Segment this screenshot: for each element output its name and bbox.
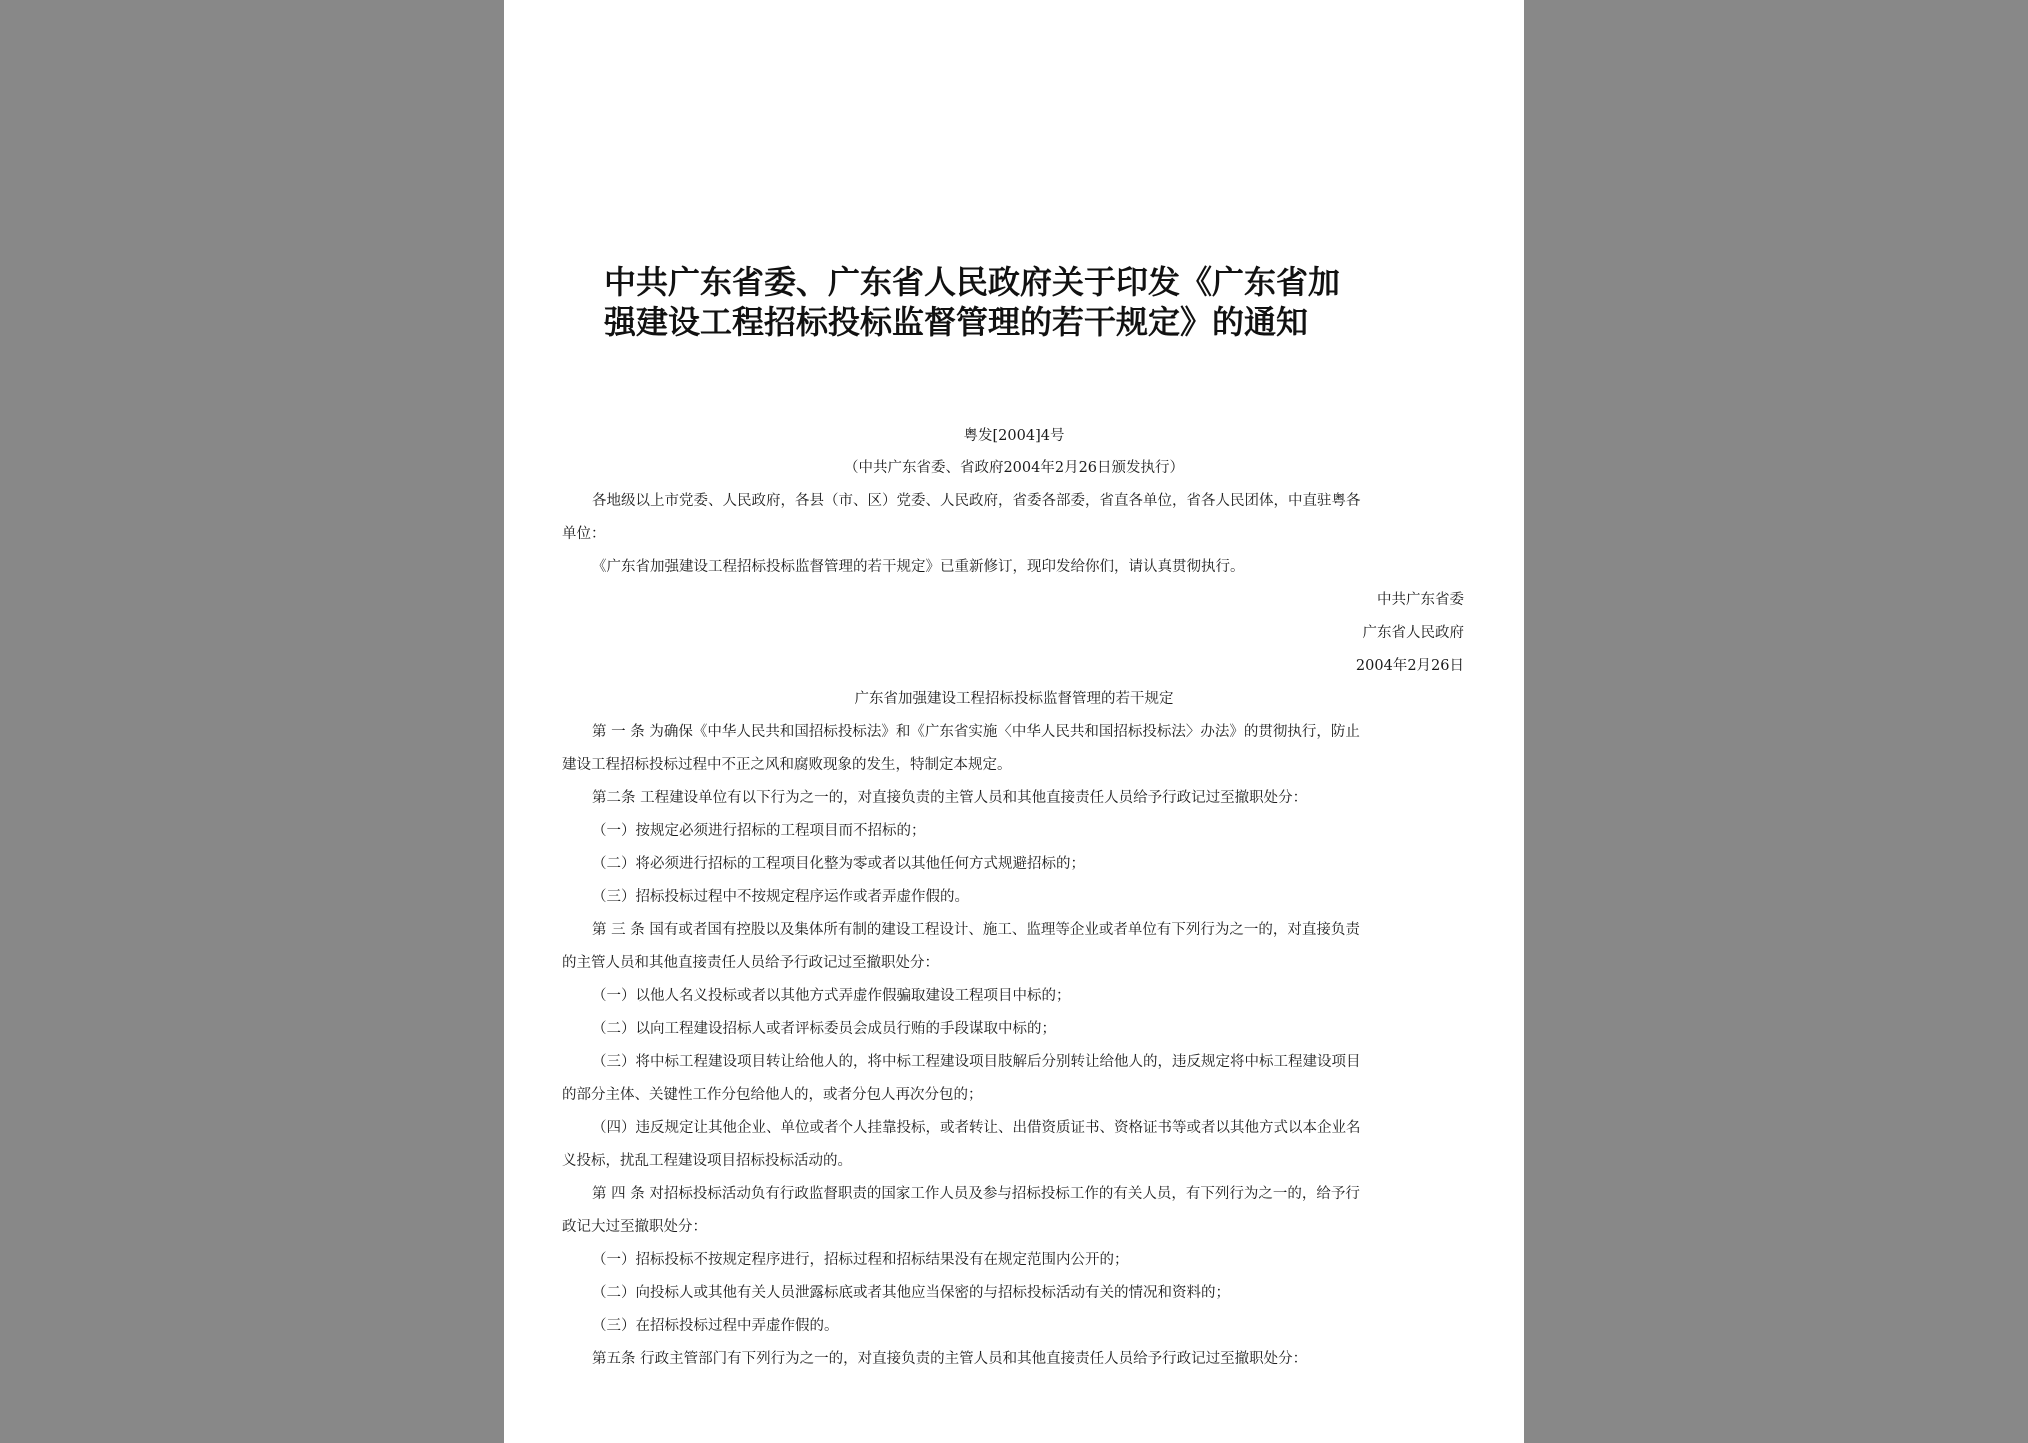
article-item: 的部分主体、关键性工作分包给他人的，或者分包人再次分包的；	[562, 1087, 983, 1103]
article-line: 第 四 条 对招标投标活动负有行政监督职责的国家工作人员及参与招标投标工作的有关人员，有下列行为之一的，给予行	[592, 1186, 1360, 1202]
document-page	[504, 0, 1524, 1443]
document-title	[604, 262, 1444, 342]
regulation-title: 广东省加强建设工程招标投标监督管理的若干规定	[854, 691, 1174, 707]
signer: 广东省人民政府	[1362, 625, 1464, 641]
article-item: （三）将中标工程建设项目转让给他人的，将中标工程建设项目肢解后分别转让给他人的，违反规定将中标工程建设项目	[592, 1054, 1361, 1070]
addressee-line: 各地级以上市党委、人民政府，各县（市、区）党委、人民政府，省委各部委，省直各单位，省各人民团体，中直驻粤各	[592, 493, 1361, 509]
title-line: 强建设工程招标投标监督管理的若干规定》的通知	[604, 303, 1309, 341]
article-item: （三）招标投标过程中不按规定程序运作或者弄虚作假的。	[592, 889, 969, 905]
article-item: （一）以他人名义投标或者以其他方式弄虚作假骗取建设工程项目中标的；	[592, 988, 1071, 1004]
article-item: （二）向投标人或其他有关人员泄露标底或者其他应当保密的与招标投标活动有关的情况和资料的；	[592, 1285, 1230, 1301]
article-line: 的主管人员和其他直接责任人员给予行政记过至撤职处分：	[562, 955, 939, 971]
article-line: 第二条 工程建设单位有以下行为之一的，对直接负责的主管人员和其他直接责任人员给予行政记过至撤职处分：	[592, 790, 1308, 806]
article-line: 建设工程招标投标过程中不正之风和腐败现象的发生，特制定本规定。	[562, 757, 1012, 773]
issued-note: （中共广东省委、省政府2004年2月26日颁发执行）	[843, 460, 1185, 476]
issue-date: 2004年2月26日	[1355, 658, 1464, 674]
article-item: （三）在招标投标过程中弄虚作假的。	[592, 1318, 839, 1334]
article-item: （二）将必须进行招标的工程项目化整为零或者以其他任何方式规避招标的；	[592, 856, 1085, 872]
article-item: 义投标，扰乱工程建设项目招标投标活动的。	[562, 1153, 852, 1169]
article-line: 第 一 条 为确保《中华人民共和国招标投标法》和《广东省实施〈中华人民共和国招标投标法〉办法》的贯彻执行，防止	[592, 724, 1360, 740]
article-item: （一）按规定必须进行招标的工程项目而不招标的；	[592, 823, 926, 839]
intro-paragraph: 《广东省加强建设工程招标投标监督管理的若干规定》已重新修订，现印发给你们，请认真贯彻执行。	[592, 559, 1245, 575]
addressee-line: 单位：	[562, 526, 606, 542]
article-line: 第五条 行政主管部门有下列行为之一的，对直接负责的主管人员和其他直接责任人员给予行政记过至撤职处分：	[592, 1351, 1308, 1367]
article-line: 政记大过至撤职处分：	[562, 1219, 707, 1235]
article-item: （二）以向工程建设招标人或者评标委员会成员行贿的手段谋取中标的；	[592, 1021, 1056, 1037]
article-line: 第 三 条 国有或者国有控股以及集体所有制的建设工程设计、施工、监理等企业或者单位有下列行为之一的，对直接负责	[592, 922, 1360, 938]
signer: 中共广东省委	[1377, 592, 1464, 608]
doc-number: 粤发[2004]4号	[963, 428, 1065, 444]
title-line: 中共广东省委、广东省人民政府关于印发《广东省加	[604, 263, 1341, 301]
article-item: （一）招标投标不按规定程序进行，招标过程和招标结果没有在规定范围内公开的；	[592, 1252, 1129, 1268]
article-item: （四）违反规定让其他企业、单位或者个人挂靠投标，或者转让、出借资质证书、资格证书等或者以其他方式以本企业名	[592, 1120, 1361, 1136]
